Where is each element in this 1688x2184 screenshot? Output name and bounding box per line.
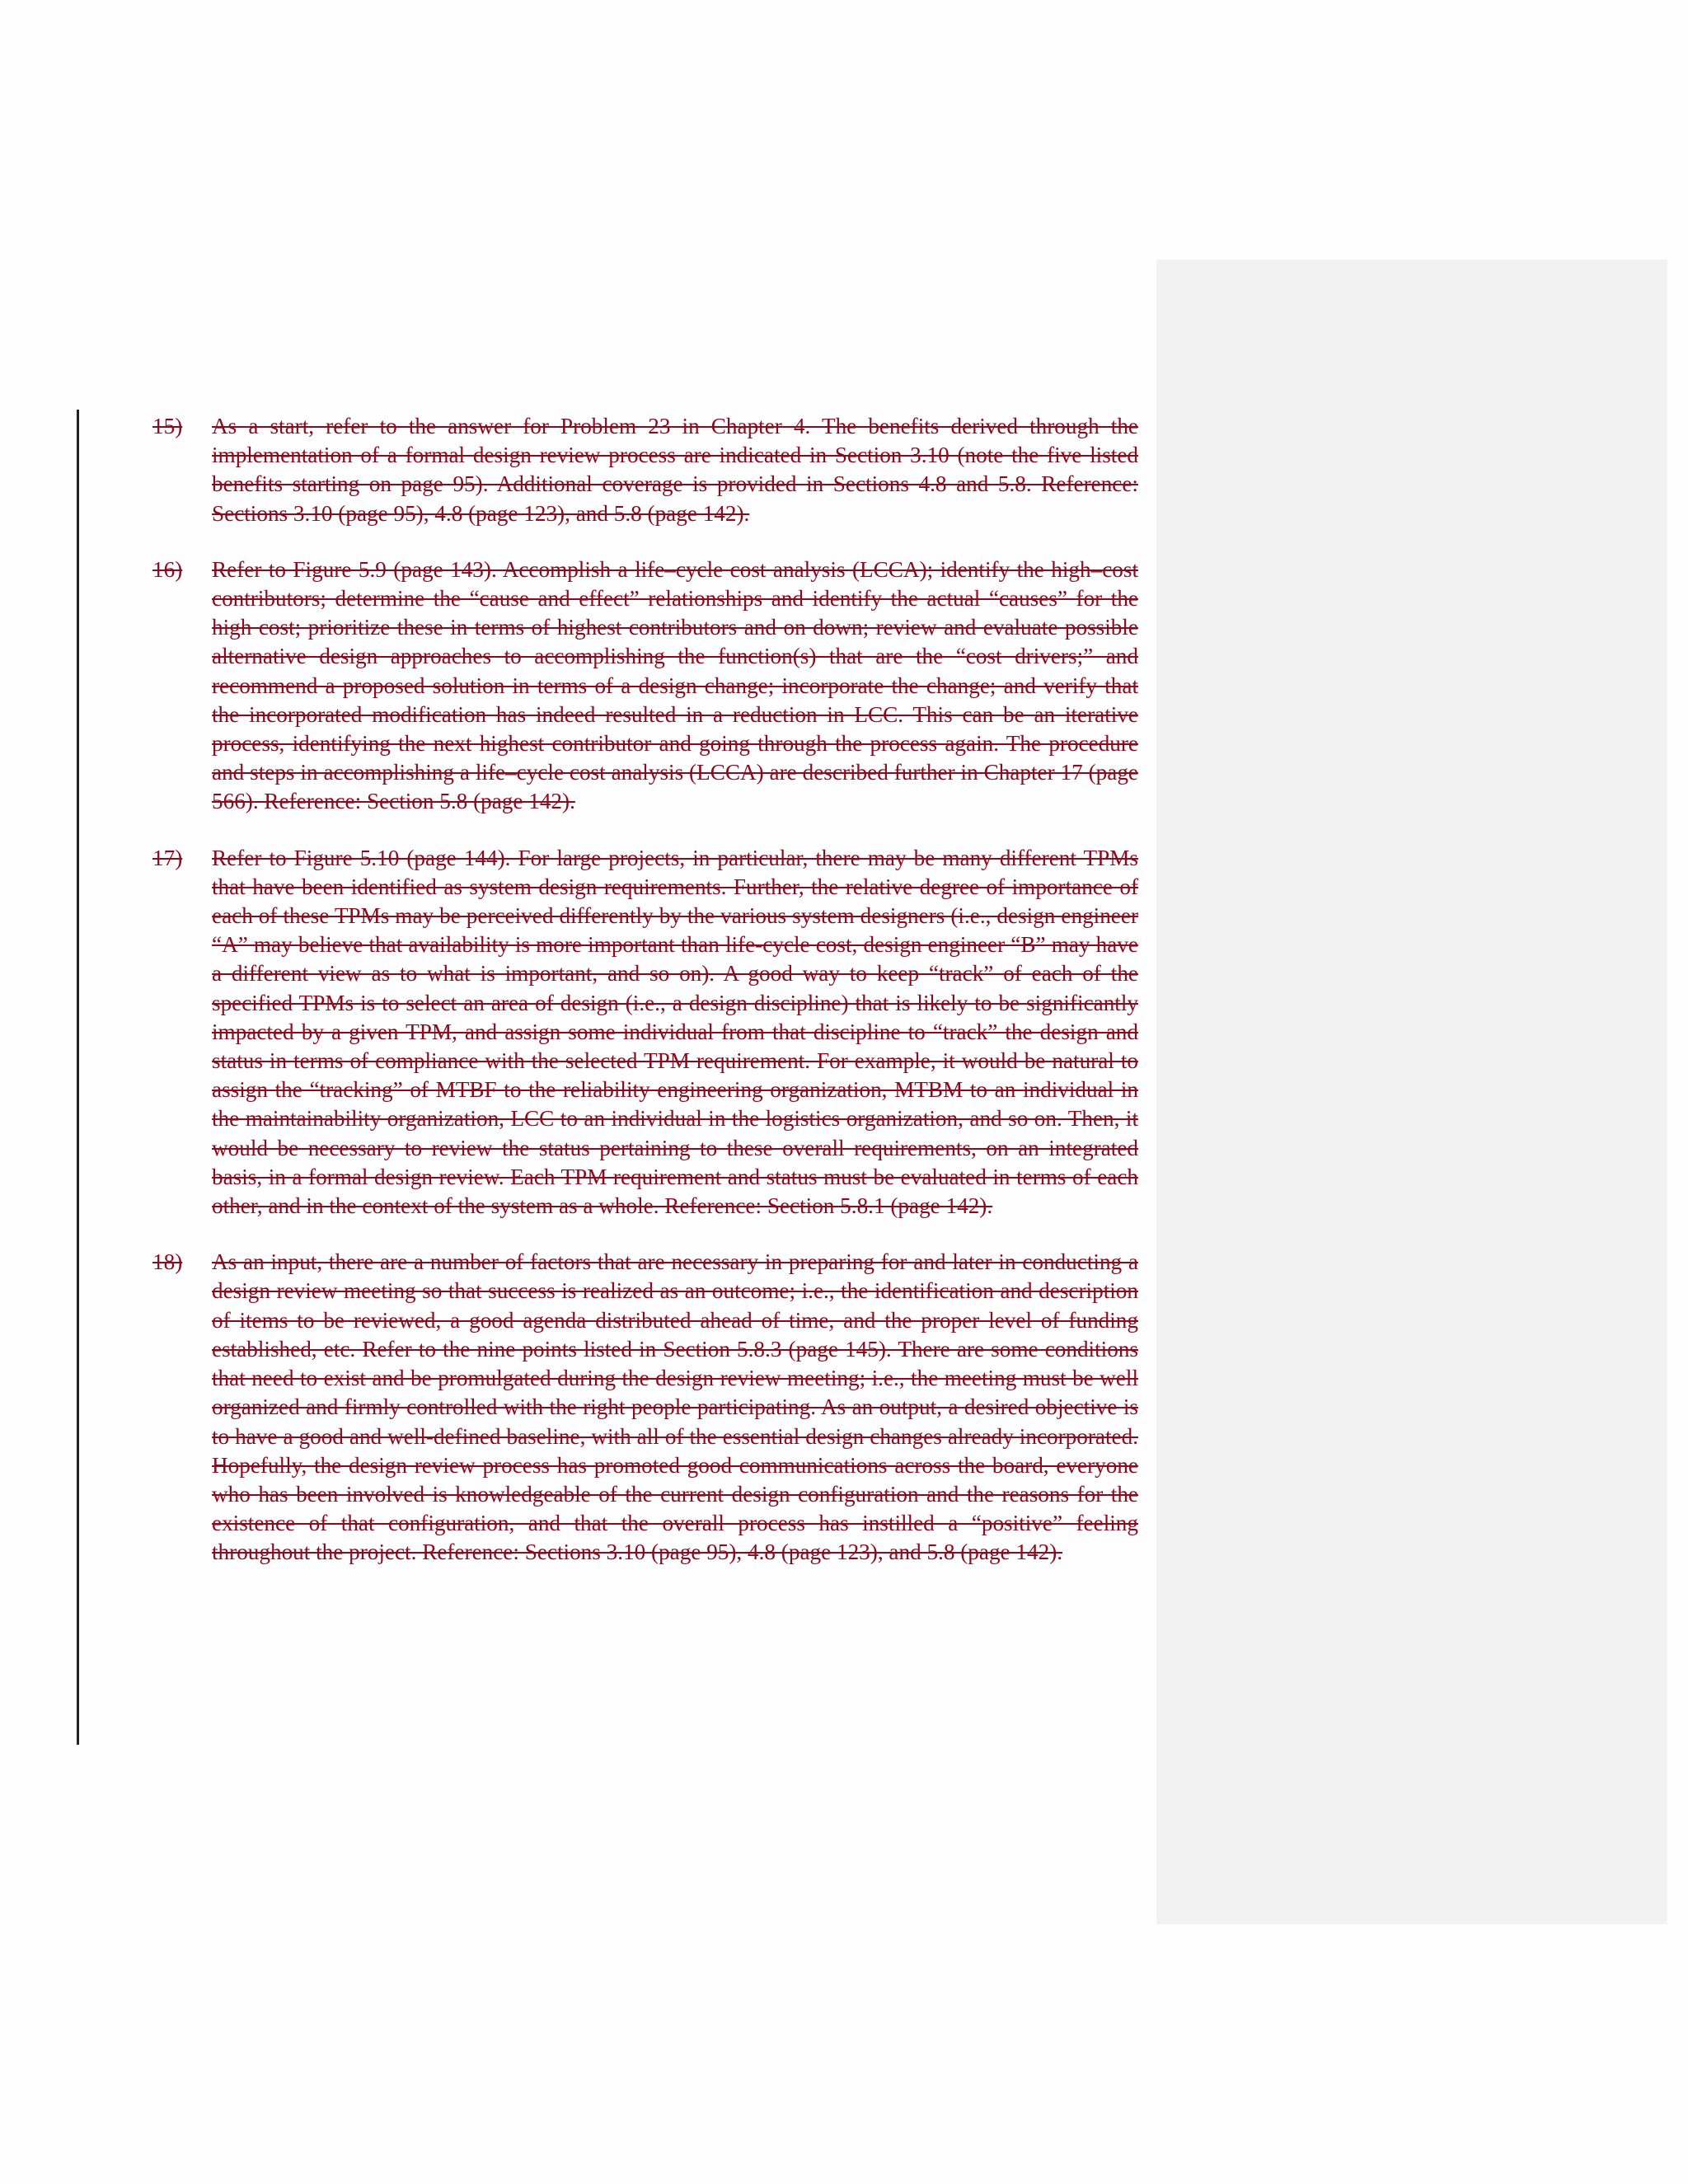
item-number: 17) <box>152 845 183 870</box>
change-bar <box>77 410 79 1745</box>
answer-item-16 <box>152 555 1138 817</box>
item-number: 16) <box>152 556 183 582</box>
answer-item-17 <box>152 844 1138 1221</box>
comment-pane <box>1156 260 1667 1924</box>
item-text: Refer to Figure 5.9 (page 143). Accomplish a life–cycle cost analysis (LCCA); identify the high–cost contributors; determine the “cause and effect” relationships and identify the actual “causes” for the high cost; prioritize these in terms of highest contributors and on down; review and evaluate possible alternative design approaches to accomplishing the function(s) that are the “cost drivers;” and recommend a proposed solution in terms of a design change; incorporate the change; and verify that the incorporated modification has indeed resulted in a reduction in LCC. This can be an iterative process, identifying the next highest contributor and going through the process again. The procedure and steps in accomplishing a life–cycle cost analysis (LCCA) are described further in Chapter 17 (page 566). Reference: Section 5.8 (page 142). <box>212 556 1138 814</box>
document-body <box>152 412 1138 1595</box>
item-number: 18) <box>152 1249 183 1275</box>
answer-item-18 <box>152 1248 1138 1567</box>
item-number: 15) <box>152 414 183 438</box>
item-text: Refer to Figure 5.10 (page 144). For large projects, in particular, there may be many different TPMs that have been identified as system design requirements. Further, the relative degree of importance of each of these TPMs may be perceived differently by the various system designers (i.e., design engineer “A” may believe that availability is more important than life-cycle cost, design engineer “B” may have a different view as to what is important, and so on). A good way to keep “track” of each of the specified TPMs is to select an area of design (i.e., a design discipline) that is likely to be significantly impacted by a given TPM, and assign some individual from that discipline to “track” the design and status in terms of compliance with the selected TPM requirement. For example, it would be natural to assign the “tracking” of MTBF to the reliability engineering organization, MTBM to an individual in the maintainability organization, LCC to an individual in the logistics organization, and so on. Then, it would be necessary to review the status pertaining to these overall requirements, on an integrated basis, in a formal design review. Each TPM requirement and status must be evaluated in terms of each other, and in the context of the system as a whole. Reference: Section 5.8.1 (page 142). <box>212 845 1138 1219</box>
answer-item-15 <box>152 412 1138 528</box>
item-text: As a start, refer to the answer for Problem 23 in Chapter 4. The benefits derived through the implementation of a formal design review process are indicated in Section 3.10 (note the five listed benefits starting on page 95). Additional coverage is provided in Sections 4.8 and 5.8. Reference: Sections 3.10 (page 95), 4.8 (page 123), and 5.8 (page 142). <box>212 414 1138 526</box>
item-text: As an input, there are a number of factors that are necessary in preparing for and later in conducting a design review meeting so that success is realized as an outcome; i.e., the identification and description of items to be reviewed, a good agenda distributed ahead of time, and the proper level of funding established, etc. Refer to the nine points listed in Section 5.8.3 (page 145). There are some conditions that need to exist and be promulgated during the design review meeting; i.e., the meeting must be well organized and firmly controlled with the right people participating. As an output, a desired objective is to have a good and well-defined baseline, with all of the essential design changes already incorporated. Hopefully, the design review process has promoted good communications across the board, everyone who has been involved is knowledgeable of the current design configuration and the reasons for the existence of that configuration, and that the overall process has instilled a “positive” feeling throughout the project. Reference: Sections 3.10 (page 95), 4.8 (page 123), and 5.8 (page 142). <box>212 1249 1138 1565</box>
